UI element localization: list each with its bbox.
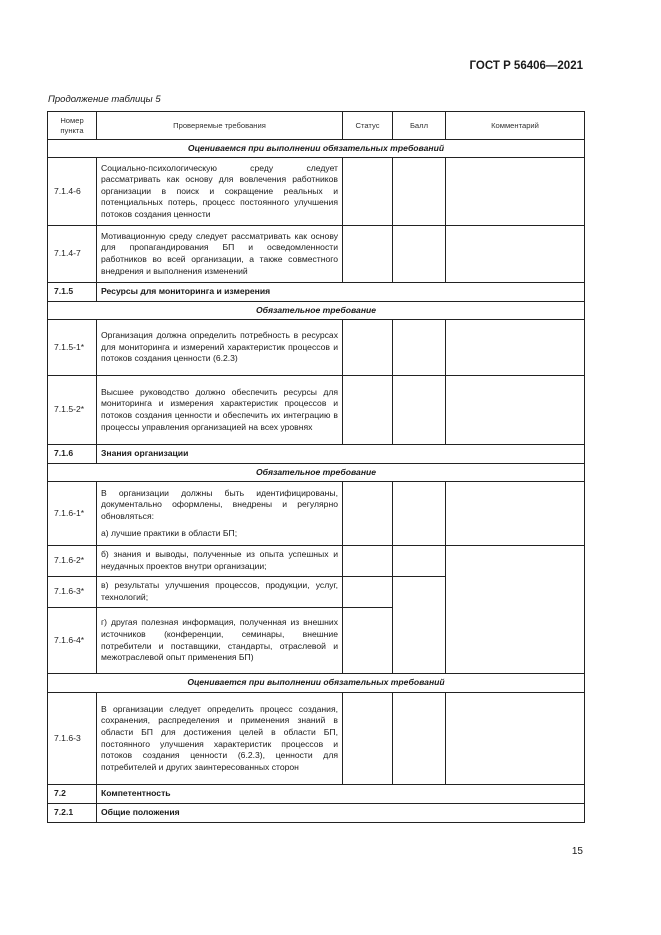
score-cell	[393, 482, 446, 546]
requirement-text: Социально-психологическую среду следует рассматривать как основу для вовлечения работников организации в поиск и сокращение реальных и потенциальных потерь, процесс постоянного улучшения потоков создания ценности	[97, 158, 343, 226]
section-header-row	[48, 674, 585, 693]
clause-number: 7.2.1	[48, 804, 97, 823]
clause-title: Компетентность	[97, 785, 585, 804]
score-cell	[393, 693, 446, 785]
requirement-text	[97, 482, 343, 546]
score-cell	[393, 376, 446, 445]
section-header-row	[48, 140, 585, 158]
row-number: 7.1.5-1*	[48, 320, 97, 376]
comment-cell	[446, 482, 585, 546]
score-cell	[393, 546, 446, 577]
clause-row	[48, 785, 585, 804]
requirement-item: а) лучшие практики в области БП;	[101, 527, 238, 538]
column-header-comment: Комментарий	[446, 112, 585, 140]
section-header: Обязательное требование	[48, 464, 585, 482]
row-number: 7.1.6-2*	[48, 546, 97, 577]
clause-row	[48, 283, 585, 302]
column-header-number: Номер пункта	[48, 112, 97, 140]
table-row	[48, 546, 585, 577]
requirement-text: Высшее руководство должно обеспечить ресурсы для мониторинга и измерения характеристик процессов и потоков создания ценности и обеспечить их интеграцию в процессы управления организацией на всех уровнях	[97, 376, 343, 445]
row-number: 7.1.5-2*	[48, 376, 97, 445]
document-code: ГОСТ Р 56406—2021	[469, 60, 583, 72]
row-number: 7.1.6-4*	[48, 608, 97, 674]
row-number: 7.1.6-3	[48, 693, 97, 785]
clause-row	[48, 804, 585, 823]
clause-number: 7.2	[48, 785, 97, 804]
clause-title: Общие положения	[97, 804, 585, 823]
status-cell	[343, 546, 393, 577]
section-header-row	[48, 464, 585, 482]
comment-cell	[446, 376, 585, 445]
section-header-row	[48, 302, 585, 320]
score-cell	[393, 226, 446, 283]
requirement-text: Организация должна определить потребность в ресурсах для мониторинга и измерений характеристик процессов и потоков создания ценности (6.2.3)	[97, 320, 343, 376]
score-cell	[393, 320, 446, 376]
section-header: Оцениваемся при выполнении обязательных требований	[48, 140, 585, 158]
status-cell	[343, 158, 393, 226]
score-cell	[393, 577, 446, 674]
requirements-table	[47, 111, 585, 823]
score-cell	[393, 158, 446, 226]
status-cell	[343, 482, 393, 546]
row-number: 7.1.6-3*	[48, 577, 97, 608]
table-row	[48, 320, 585, 376]
row-number: 7.1.4-6	[48, 158, 97, 226]
clause-title: Знания организации	[97, 445, 585, 464]
comment-cell	[446, 320, 585, 376]
requirement-text: г) другая полезная информация, полученная из внешних источников (конференции, семинары, внешние потребители и поставщики, стандарты, отраслевой и межотраслевой опыт применения БП)	[97, 608, 343, 674]
requirement-text: В организации следует определить процесс создания, сохранения, распределения и применения знаний в области БП для достижения целей в области БП, постоянного улучшения характеристик процессов и потоков создания ценности (6.2.3), ценности для потребителей и других заинтересованных сторон	[97, 693, 343, 785]
comment-cell	[446, 546, 585, 674]
comment-cell	[446, 158, 585, 226]
table-row	[48, 226, 585, 283]
requirement-text: б) знания и выводы, полученные из опыта успешных и неудачных проектов внутри организации;	[97, 546, 343, 577]
clause-number: 7.1.6	[48, 445, 97, 464]
comment-cell	[446, 226, 585, 283]
comment-cell	[446, 693, 585, 785]
status-cell	[343, 693, 393, 785]
section-header: Оценивается при выполнении обязательных требований	[48, 674, 585, 693]
status-cell	[343, 320, 393, 376]
requirement-text: в) результаты улучшения процессов, продукции, услуг, технологий;	[97, 577, 343, 608]
clause-row	[48, 445, 585, 464]
row-number: 7.1.4-7	[48, 226, 97, 283]
table-row	[48, 482, 585, 546]
clause-title: Ресурсы для мониторинга и измерения	[97, 283, 585, 302]
clause-number: 7.1.5	[48, 283, 97, 302]
table-row	[48, 693, 585, 785]
section-header: Обязательное требование	[48, 302, 585, 320]
table-row	[48, 158, 585, 226]
column-header-status: Статус	[343, 112, 393, 140]
requirement-intro: В организации должны быть идентифицированы, документально оформлены, внедрены и регулярно обновляться:	[101, 487, 338, 521]
status-cell	[343, 226, 393, 283]
table-row	[48, 376, 585, 445]
status-cell	[343, 608, 393, 674]
table-header-row	[48, 112, 585, 140]
row-number: 7.1.6-1*	[48, 482, 97, 546]
status-cell	[343, 376, 393, 445]
page-number: 15	[571, 846, 583, 857]
requirement-text: Мотивационную среду следует рассматривать как основу для пропагандирования БП и осведомленности работников во всей организации, а также совместного внедрения и выполнения изменений	[97, 226, 343, 283]
status-cell	[343, 577, 393, 608]
column-header-requirements: Проверяемые требования	[97, 112, 343, 140]
table-continuation-caption: Продолжение таблицы 5	[48, 94, 161, 105]
column-header-score: Балл	[393, 112, 446, 140]
